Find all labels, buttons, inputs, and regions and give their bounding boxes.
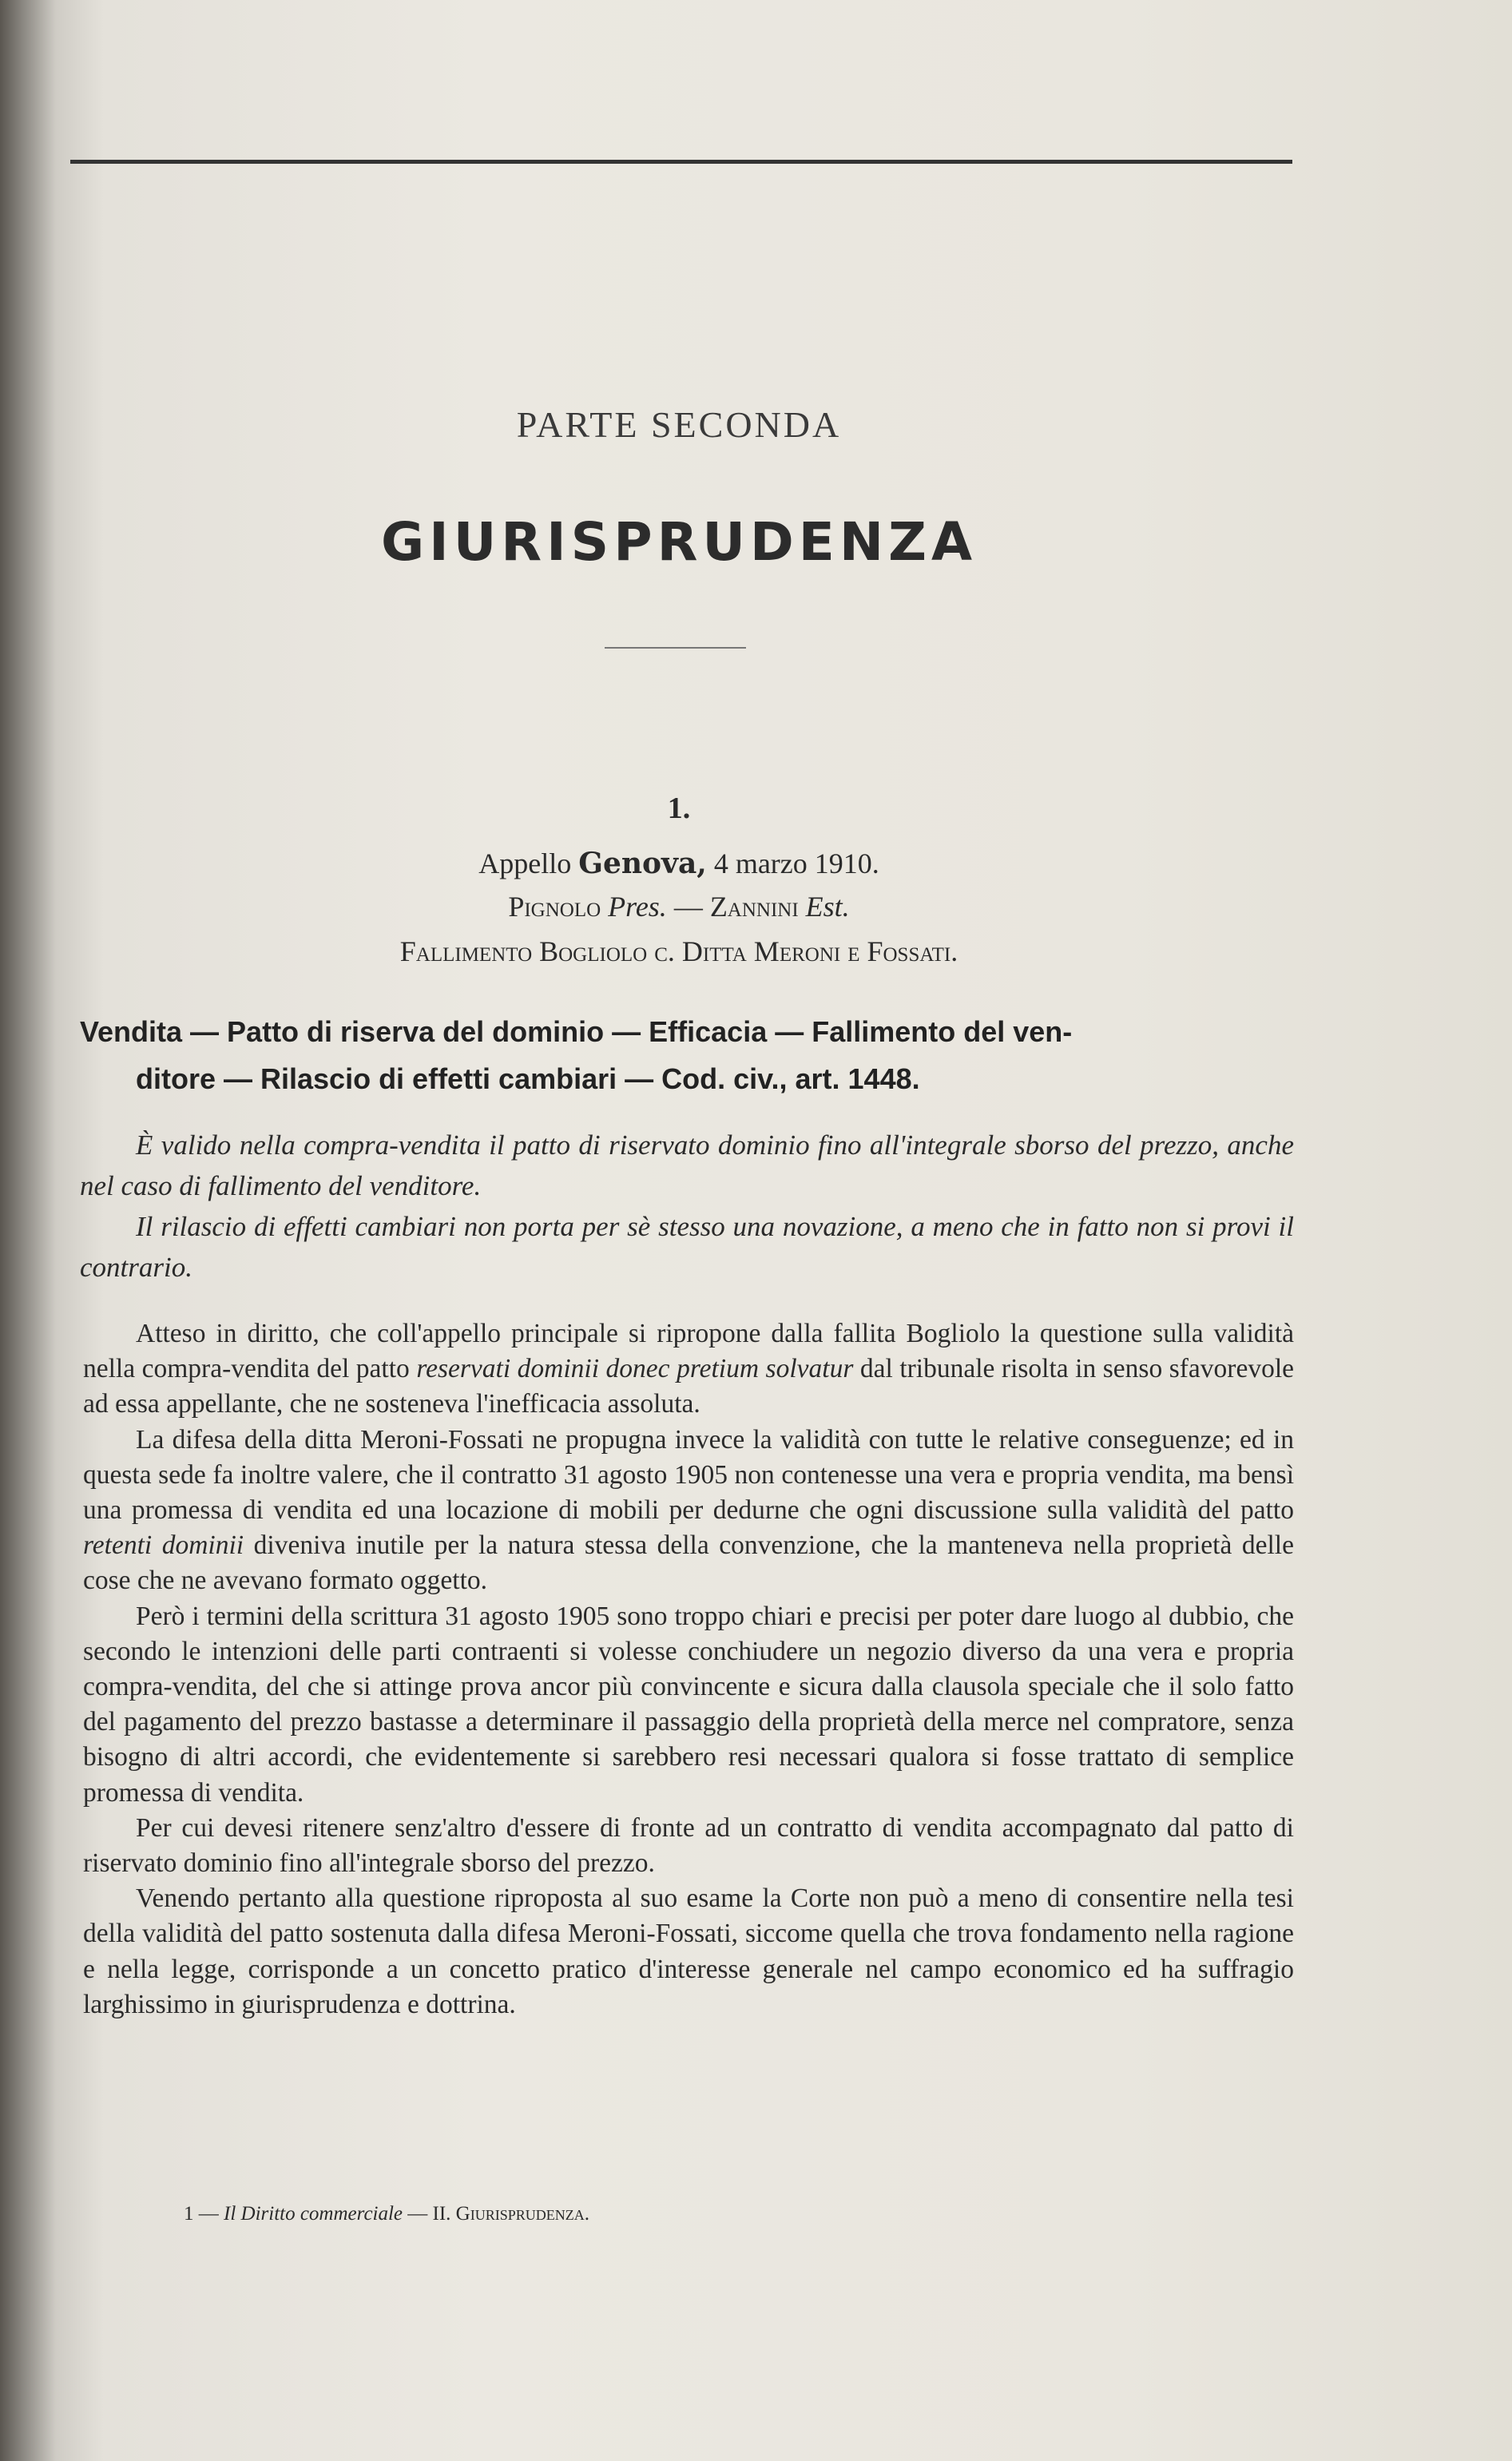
text: Atteso in diritto, che coll'appello principale si ripropone dalla fallita Bogliolo la questione sulla validità nella compra-vendita del patto [83, 1319, 1294, 1384]
keywords-line-1: Vendita — Patto di riserva del dominio — Efficacia — Fallimento del ven- [80, 1015, 1073, 1048]
body-paragraph [83, 1316, 1294, 1423]
case-summary [80, 1125, 1294, 1288]
latin-phrase: reservati dominii donec pretium solvatur [416, 1354, 854, 1384]
keywords-line-2: ditore — Rilascio di effetti cambiari — Cod. civ., art. 1448. [136, 1062, 920, 1095]
rapporteur-role: Est. [805, 891, 850, 923]
summary-paragraph: Il rilascio di effetti cambiari non porta per sè stesso una novazione, a meno che in fatto non si provi il contrario. [80, 1211, 1294, 1283]
parties-line: Fallimento Bogliolo c. Ditta Meroni e Fossati. [399, 935, 958, 967]
court-prefix: Appello [478, 847, 572, 879]
case-number: 1. [667, 792, 691, 825]
court-city: Genova, [578, 847, 707, 880]
text: diveniva inutile per la natura stessa della convenzione, che la manteneva nella proprietà delle cose che ne avevano formato oggetto. [83, 1530, 1294, 1596]
latin-phrase: retenti dominii [83, 1530, 244, 1561]
body-paragraph: Però i termini della scrittura 31 agosto 1905 sono troppo chiari e precisi per poter dare luogo al dubbio, che secondo le intenzioni delle parti contraenti si volesse conchiudere un negozio diverso da una vera e propria compra-vendita, del che si attinge prova ancor più convincente e sicura dalla clausola speciale che il solo fatto del pagamento del prezzo bastasse a determinare il passaggio della proprietà della merce nel compratore, senza bisogno di altri accordi, che evidentemente si sarebbero resi necessari qualora si fosse trattato di semplice promessa di vendita. [83, 1601, 1294, 1808]
section-title: GIURISPRUDENZA [380, 511, 978, 573]
judges-line [0, 890, 1358, 923]
separator: — [407, 2203, 428, 2225]
body-paragraph: Venendo pertanto alla questione riproposta al suo esame la Corte non può a meno di consentire nella tesi della validità del patto sostenuta dalla difesa Meroni-Fossati, siccome quella che trova fondamento nella ragione e nella legge, corrisponde a un concetto pratico d'interesse generale nel campo economico ed ha suffragio larghissimo in giurisprudenza e dottrina. [83, 1883, 1294, 2019]
part-title: PARTE SECONDA [516, 404, 842, 445]
text: La difesa della ditta Meroni-Fossati ne propugna invece la validità con tutte le relative conseguenze; ed in questa sede fa inoltre valere, che il contratto 31 agosto 1905 non contenesse una vera e propria vendita, ma bensì una promessa di vendita ed una locazione di mobili per dedurne che ogni discussione sulla validità del patto [83, 1424, 1294, 1526]
separator: — [673, 891, 703, 923]
body-paragraph: Per cui devesi ritenere senz'altro d'essere di fronte ad un contratto di vendita accompagnato dal patto di riservato dominio fino all'integrale sborso del prezzo. [83, 1812, 1294, 1879]
president-role: Pres. [608, 891, 667, 923]
sheet-number: 1 — [184, 2203, 219, 2225]
summary-paragraph: È valido nella compra-vendita il patto di riservato dominio fino all'integrale sborso del prezzo, anche nel caso di fallimento del venditore. [80, 1129, 1294, 1201]
body-paragraph [83, 1423, 1294, 1599]
journal-title: Il Diritto commerciale [224, 2203, 403, 2225]
president-name: Pignolo [508, 891, 601, 923]
judgment-body [83, 1316, 1294, 2022]
decision-date: 4 marzo 1910. [713, 847, 879, 879]
footer-section: II. Giurisprudenza. [432, 2203, 589, 2225]
case-keywords [80, 1008, 1294, 1102]
title-divider [605, 647, 746, 649]
top-rule [70, 160, 1292, 164]
page-footer [184, 2203, 589, 2225]
rapporteur-name: Zannini [709, 891, 799, 923]
text: dal tribunale risolta in senso sfavorevole ad essa appellante, che ne sosteneva l'inefficacia assoluta. [83, 1354, 1294, 1419]
court-line [0, 847, 1358, 880]
